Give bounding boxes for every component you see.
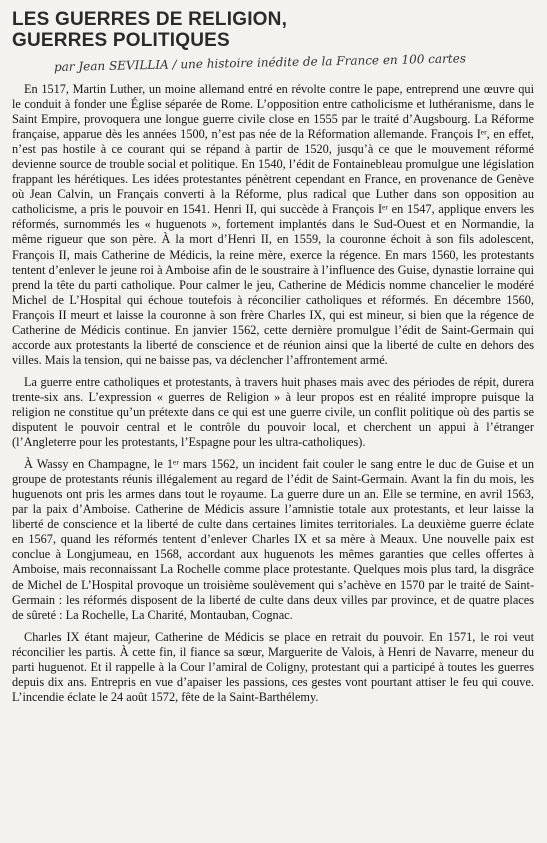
title-line-2: GUERRES POLITIQUES — [12, 30, 230, 51]
paragraph-1: En 1517, Martin Luther, un moine allemand entré en révolte contre le pape, entreprend une œuvre qui le conduit à fonder une Église séparée de Rome. L’opposition entre catholicisme et luthéranisme, dans le Saint Empire, provoquera une longue guerre civile close en 1555 par le traité d’Augsbourg. La Réforme française, apparue dès les années 1500, n’est pas née de la Réformation allemande. François Iᵉʳ, en effet, n’est pas hostile à ce courant qui se répand à partir de 1520, jusqu’à ce que le mouvement réformé devienne source de trouble social et politique. En 1540, l’édit de Fontainebleau promulgue une législation frappant les hérétiques. Les idées protestantes pénètrent cependant en France, en provenance de Genève où Jean Calvin, un Français converti à la Réforme, plus radical que Luther dans son opposition au catholicisme, a pris le pouvoir en 1541. Henri II, qui succède à François Iᵉʳ en 1547, applique envers les réformés, surnommés les « huguenots », fortement implantés dans le Sud-Ouest et en Normandie, la même rigueur que son père. À la mort d’Henri II, en 1559, la couronne échoit à son fils adolescent, François II, mais Catherine de Médicis, la reine mère, exerce la régence. En mars 1560, les protestants tentent d’enlever le jeune roi à Amboise afin de le soustraire à l’influence des Guise, dynastie lorraine qui prend la tête du parti catholique. Pour calmer le jeu, Catherine de Médicis nomme chancelier le modéré Michel de L’Hospital qui échoue toutefois à réconcilier catholiques et réformés. En décembre 1560, François II meurt et laisse la couronne à son frère Charles IX, qui est mineur, si bien que la régence de Catherine de Médicis continue. En janvier 1562, cette dernière promulgue l’édit de Saint-Germain qui accorde aux protestants la liberté de conscience et de réunion ainsi que la liberté de culte en dehors des villes. Mais la tension, qui ne baisse pas, va déclencher l’affrontement armé. — [12, 82, 534, 367]
paragraph-4: Charles IX étant majeur, Catherine de Médicis se place en retrait du pouvoir. En 1571, le roi veut réconcilier les partis. À cette fin, il fiance sa sœur, Marguerite de Valois, à Henri de Navarre, meneur du parti huguenot. Et il rappelle à la Cour l’amiral de Coligny, protestant qui a participé à toutes les guerres depuis dix ans. Entrepris en vue d’apaiser les passions, ces gestes vont pourtant attiser le feu qui couve. L’incendie éclate le 24 août 1572, fête de la Saint-Barthélemy. — [12, 629, 534, 704]
paragraph-2: La guerre entre catholiques et protestants, à travers huit phases mais avec des périodes de répit, durera trente-six ans. L’expression « guerres de Religion » à leur propos est en réalité impropre puisque la religion ne constitue qu’un prétexte dans ce qui est une guerre civile, un conflit politique où des partis se disputent le pouvoir central et le contrôle du pouvoir local, et cherchent un appui à l’étranger (l’Angleterre pour les protestants, l’Espagne pour les ultra-catholiques). — [12, 374, 534, 450]
paragraph-3: À Wassy en Champagne, le 1ᵉʳ mars 1562, un incident fait couler le sang entre le duc de Guise et un groupe de protestants réunis illégalement au regard de l’édit de Saint-Germain. Avant la fin du mois, les huguenots ont pris les armes dans tout le royaume. La guerre dure un an. Elle se termine, en avril 1563, par la paix d’Amboise. Catherine de Médicis assure l’amnistie totale aux protestants, et leur laisse la liberté de conscience et la liberté de culte dans certaines limites territoriales. La deuxième guerre éclate en 1567, quand les réformés tentent d’enlever Charles IX et sa mère à Meaux. Une nouvelle paix est conclue à Longjumeau, en 1568, accordant aux huguenots les mêmes garanties que celles offertes à Amboise, mais reconnaissant La Rochelle comme place protestante. Quelques mois plus tard, la disgrâce de Michel de L’Hospital provoque un troisième soulèvement qui s’achève en 1570 par le traité de Saint-Germain : les réformés disposent de la liberté de culte dans deux villes par province, et de quatre places de sûreté : La Rochelle, La Charité, Montauban, Cognac. — [12, 457, 534, 622]
article-body — [12, 82, 534, 712]
handwritten-note: par Jean SEVILLIA / une histoire inédite de la France en 100 cartes — [53, 51, 467, 74]
title-line-1: LES GUERRES DE RELIGION, — [12, 9, 288, 30]
